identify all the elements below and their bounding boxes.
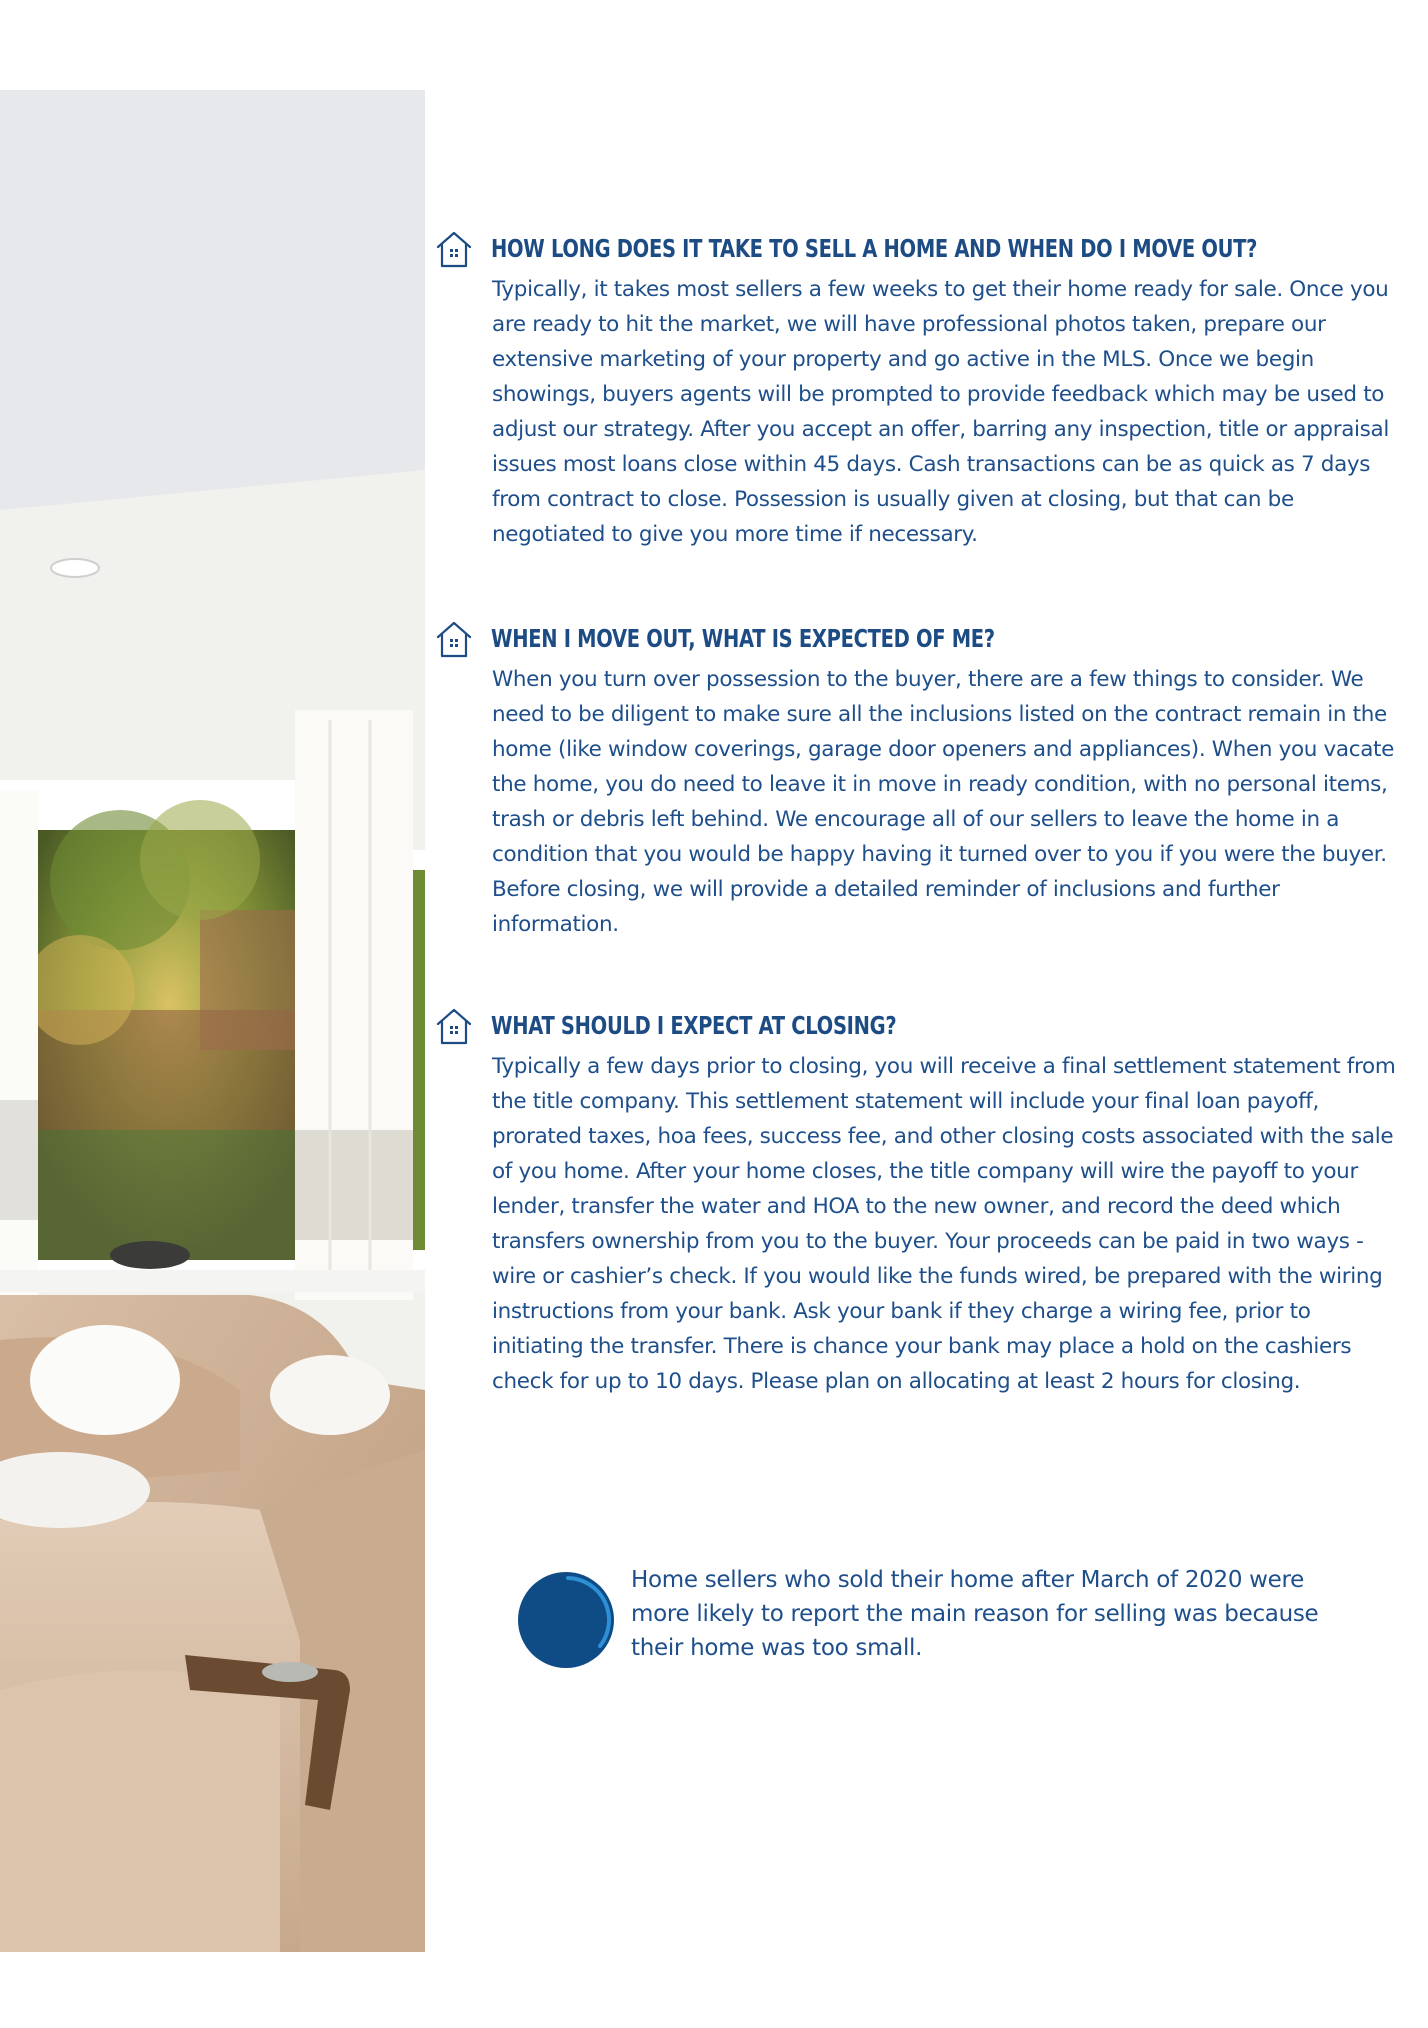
stat-callout-text: Home sellers who sold their home after March of 2020 were more likely to report the main reason for selling was because their home was too small. <box>631 1567 1319 1661</box>
living-room-photo <box>0 90 425 1952</box>
faq-body: When you turn over possession to the buyer, there are a few things to consider. We need to be diligent to make sure all the inclusions listed on the contract remain in the home (like window coverings, garage door openers and appliances). When you vacate the home, you do need to leave it in move in ready condition, with no personal items, trash or debris left behind. We encourage all of our sellers to leave the home in a condition that you would be happy having it turned over to you if you were the buyer. Before closing, we will provide a detailed reminder of inclusions and further information. <box>492 667 1395 937</box>
house-icon <box>435 230 473 270</box>
faq-section-move-out <box>430 618 1410 942</box>
house-icon <box>435 620 473 660</box>
faq-section-closing <box>430 1005 1410 1399</box>
stat-circle-icon <box>516 1570 616 1670</box>
faq-section-sell-duration <box>430 228 1410 552</box>
faq-heading: WHEN I MOVE OUT, WHAT IS EXPECTED OF ME? <box>491 624 995 653</box>
faq-heading: HOW LONG DOES IT TAKE TO SELL A HOME AND WHEN DO I MOVE OUT? <box>491 234 1258 263</box>
house-icon <box>435 1007 473 1047</box>
faq-body: Typically, it takes most sellers a few weeks to get their home ready for sale. Once you are ready to hit the market, we will have professional photos taken, prepare our extensive marketing of your property and go active in the MLS. Once we begin showings, buyers agents will be prompted to provide feedback which may be used to adjust our strategy. After you accept an offer, barring any inspection, title or appraisal issues most loans close within 45 days. Cash transactions can be as quick as 7 days from contract to close. Possession is usually given at closing, but that can be negotiated to give you more time if necessary. <box>492 277 1389 547</box>
faq-heading-row <box>430 1005 1410 1049</box>
faq-heading-row <box>430 228 1410 272</box>
faq-content <box>430 0 1428 2028</box>
faq-heading-row <box>430 618 1410 662</box>
faq-heading: WHAT SHOULD I EXPECT AT CLOSING? <box>491 1011 897 1040</box>
stat-callout <box>516 1567 1376 1680</box>
faq-body: Typically a few days prior to closing, you will receive a final settlement statement from the title company. This settlement statement will include your final loan payoff, prorated taxes, hoa fees, success fee, and other closing costs associated with the sale of you home. After your home closes, the title company will wire the payoff to your lender, transfer the water and HOA to the new owner, and record the deed which transfers ownership from you to the buyer. Your proceeds can be paid in two ways - wire or cashier’s check. If you would like the funds wired, be prepared with the wiring instructions from your bank. Ask your bank if they charge a wiring fee, prior to initiating the transfer. There is chance your bank may place a hold on the cashiers check for up to 10 days. Please plan on allocating at least 2 hours for closing. <box>492 1054 1396 1394</box>
